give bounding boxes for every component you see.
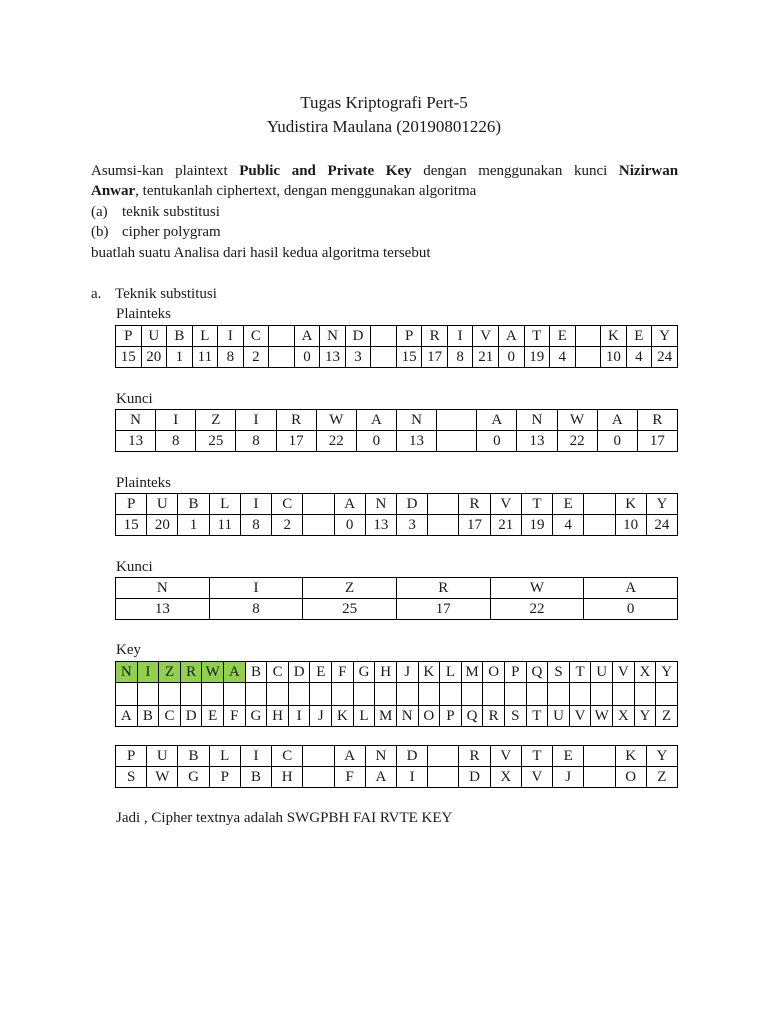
table-cell: 8 <box>209 599 303 620</box>
table-cell: X <box>634 662 656 683</box>
table-cell: W <box>557 410 597 431</box>
table-cell: R <box>459 494 490 515</box>
table-cell: R <box>396 578 490 599</box>
table-cell: 20 <box>141 347 167 368</box>
table-row <box>116 599 678 620</box>
table-cell: D <box>396 746 427 767</box>
table-cell: N <box>517 410 557 431</box>
table-cell <box>428 746 459 767</box>
table-cell: R <box>276 410 316 431</box>
table-cell <box>303 746 334 767</box>
table-cell <box>428 767 459 788</box>
table-cell: T <box>521 494 552 515</box>
table-cell <box>202 683 224 706</box>
table-cell <box>575 326 601 347</box>
table-cell: D <box>459 767 490 788</box>
table-cell: O <box>418 706 440 727</box>
table-cell <box>303 515 334 536</box>
intro-line-2-text: , tentukanlah ciphertext, dengan menggunakan algoritma <box>135 183 477 199</box>
table-cell: Z <box>159 662 181 683</box>
section-title: Teknik substitusi <box>115 286 217 302</box>
key-substitution-table <box>115 661 678 727</box>
table-cell: Y <box>656 662 678 683</box>
table-cell <box>137 683 159 706</box>
table-cell: E <box>550 326 576 347</box>
table-cell: W <box>591 706 613 727</box>
table-cell <box>461 683 483 706</box>
table-cell: 20 <box>147 515 178 536</box>
table-cell: P <box>504 662 526 683</box>
table-cell <box>396 683 418 706</box>
label-key: Key <box>116 642 141 658</box>
table-cell <box>548 683 570 706</box>
intro-key-name: Anwar <box>91 183 136 199</box>
table-cell: W <box>490 578 584 599</box>
table-cell: U <box>147 494 178 515</box>
table-cell: I <box>240 494 271 515</box>
table-cell: I <box>396 767 427 788</box>
table-cell <box>584 515 615 536</box>
table-cell: 17 <box>422 347 448 368</box>
table-cell: 10 <box>615 515 646 536</box>
table-row <box>116 431 678 452</box>
table-cell: C <box>272 746 303 767</box>
table-cell: J <box>396 662 418 683</box>
table-cell: 17 <box>637 431 677 452</box>
table-cell: 10 <box>601 347 627 368</box>
table-cell: C <box>159 706 181 727</box>
table-cell: P <box>116 746 147 767</box>
table-cell: H <box>375 662 397 683</box>
table-cell: F <box>334 767 365 788</box>
table-row <box>116 410 678 431</box>
plaintext-table-1 <box>115 325 678 368</box>
table-cell: N <box>320 326 346 347</box>
table-cell: Y <box>652 326 678 347</box>
table-cell: K <box>332 706 354 727</box>
table-cell: A <box>116 706 138 727</box>
table-cell: 13 <box>396 431 436 452</box>
table-cell: 21 <box>490 515 521 536</box>
table-cell <box>353 683 375 706</box>
table-cell: 4 <box>626 347 652 368</box>
table-cell: N <box>396 706 418 727</box>
table-cell: 0 <box>356 431 396 452</box>
intro-word: Private <box>327 163 375 179</box>
table-cell <box>418 683 440 706</box>
intro-item-a <box>91 202 678 222</box>
table-cell: J <box>310 706 332 727</box>
table-cell: B <box>137 706 159 727</box>
table-cell: 25 <box>196 431 236 452</box>
table-cell: 8 <box>240 515 271 536</box>
table-cell <box>303 767 334 788</box>
table-cell: E <box>553 746 584 767</box>
table-row <box>116 746 678 767</box>
table-cell: N <box>396 410 436 431</box>
table-cell: 25 <box>303 599 397 620</box>
table-cell: A <box>477 410 517 431</box>
intro-closing: buatlah suatu Analisa dari hasil kedua algoritma tersebut <box>91 245 431 261</box>
table-cell: N <box>365 746 396 767</box>
item-text: cipher polygram <box>122 224 221 240</box>
plaintext-table-2 <box>115 493 678 536</box>
table-cell: F <box>224 706 246 727</box>
table-cell: U <box>591 662 613 683</box>
table-cell: G <box>353 662 375 683</box>
table-cell: 13 <box>365 515 396 536</box>
table-cell: N <box>116 578 210 599</box>
intro-line-1 <box>91 161 678 181</box>
table-cell: 24 <box>652 347 678 368</box>
table-cell: 15 <box>116 347 142 368</box>
table-cell: L <box>440 662 462 683</box>
intro-word: dengan <box>423 163 467 179</box>
table-cell: 8 <box>218 347 244 368</box>
table-cell <box>245 683 267 706</box>
table-cell: A <box>597 410 637 431</box>
table-cell: R <box>637 410 677 431</box>
table-cell: I <box>218 326 244 347</box>
table-cell: Z <box>303 578 397 599</box>
table-cell: U <box>141 326 167 347</box>
table-cell: G <box>245 706 267 727</box>
table-cell: W <box>147 767 178 788</box>
table-cell: V <box>569 706 591 727</box>
table-cell <box>269 326 295 347</box>
table-cell: O <box>615 767 646 788</box>
intro-word: Key <box>385 163 412 179</box>
table-cell: V <box>521 767 552 788</box>
table-cell: 19 <box>521 515 552 536</box>
conclusion-text: Jadi , Cipher textnya adalah SWGPBH FAI RVTE KEY <box>116 810 453 826</box>
table-cell: B <box>240 767 271 788</box>
table-cell: 24 <box>646 515 677 536</box>
table-cell: P <box>209 767 240 788</box>
table-cell: F <box>332 662 354 683</box>
table-cell: Q <box>526 662 548 683</box>
table-cell: 4 <box>550 347 576 368</box>
table-cell: 17 <box>459 515 490 536</box>
table-cell: 1 <box>167 347 193 368</box>
table-cell: P <box>440 706 462 727</box>
table-cell <box>310 683 332 706</box>
table-cell: N <box>116 410 156 431</box>
table-cell: 2 <box>243 347 269 368</box>
table-cell: H <box>272 767 303 788</box>
table-row <box>116 767 678 788</box>
table-cell: A <box>498 326 524 347</box>
table-cell <box>437 410 477 431</box>
intro-word: Nizirwan <box>618 163 679 179</box>
intro-line-2 <box>91 181 678 201</box>
table-cell: 19 <box>524 347 550 368</box>
intro-word: menggunakan <box>478 163 563 179</box>
table-cell: I <box>137 662 159 683</box>
table-cell: N <box>365 494 396 515</box>
table-cell: 8 <box>156 431 196 452</box>
table-cell: V <box>473 326 499 347</box>
table-cell: T <box>569 662 591 683</box>
table-cell: E <box>310 662 332 683</box>
table-cell <box>483 683 505 706</box>
table-cell: W <box>316 410 356 431</box>
table-cell: A <box>294 326 320 347</box>
table-cell: 4 <box>553 515 584 536</box>
key-table-2 <box>115 577 678 620</box>
table-cell: B <box>178 746 209 767</box>
table-cell: B <box>178 494 209 515</box>
table-cell: B <box>245 662 267 683</box>
table-cell: H <box>267 706 289 727</box>
table-cell <box>440 683 462 706</box>
table-cell <box>428 494 459 515</box>
section-a-heading <box>91 284 217 304</box>
table-row <box>116 515 678 536</box>
table-cell: K <box>418 662 440 683</box>
table-row <box>116 662 678 683</box>
table-cell: G <box>178 767 209 788</box>
table-row <box>116 494 678 515</box>
table-cell <box>584 494 615 515</box>
table-cell: I <box>447 326 473 347</box>
table-cell: 22 <box>557 431 597 452</box>
table-cell: 17 <box>396 599 490 620</box>
table-cell <box>584 746 615 767</box>
table-cell: 8 <box>236 431 276 452</box>
table-cell: 3 <box>345 347 371 368</box>
table-cell: P <box>116 326 142 347</box>
table-cell <box>613 683 635 706</box>
table-cell: E <box>626 326 652 347</box>
intro-item-b <box>91 222 678 242</box>
table-cell: W <box>202 662 224 683</box>
table-cell: O <box>483 662 505 683</box>
table-cell: V <box>490 746 521 767</box>
table-row <box>116 326 678 347</box>
table-cell: M <box>375 706 397 727</box>
table-cell: D <box>288 662 310 683</box>
table-cell: 0 <box>498 347 524 368</box>
table-cell: A <box>365 767 396 788</box>
intro-word: Public <box>239 163 281 179</box>
label-kunci-1: Kunci <box>116 391 153 407</box>
intro-word: plaintext <box>175 163 228 179</box>
table-cell <box>575 347 601 368</box>
table-cell: D <box>180 706 202 727</box>
table-cell <box>267 683 289 706</box>
table-cell: B <box>167 326 193 347</box>
table-cell: C <box>272 494 303 515</box>
table-cell: Z <box>646 767 677 788</box>
table-cell: S <box>116 767 147 788</box>
table-row <box>116 578 678 599</box>
table-cell <box>269 347 295 368</box>
table-cell <box>375 683 397 706</box>
table-cell <box>634 683 656 706</box>
table-cell: 22 <box>490 599 584 620</box>
table-cell <box>437 431 477 452</box>
table-cell: 13 <box>517 431 557 452</box>
table-cell: 0 <box>334 515 365 536</box>
label-kunci-2: Kunci <box>116 559 153 575</box>
item-marker: (a) <box>91 204 108 220</box>
item-text: teknik substitusi <box>122 204 220 220</box>
cipher-result-table <box>115 745 678 788</box>
table-cell: T <box>524 326 550 347</box>
intro-word: and <box>291 163 316 179</box>
table-cell: E <box>202 706 224 727</box>
table-cell: 0 <box>597 431 637 452</box>
table-cell: 3 <box>396 515 427 536</box>
table-cell <box>159 683 181 706</box>
table-cell: L <box>353 706 375 727</box>
table-cell: V <box>490 494 521 515</box>
table-cell: Y <box>634 706 656 727</box>
table-cell: R <box>422 326 448 347</box>
table-cell: A <box>584 578 678 599</box>
table-cell <box>428 515 459 536</box>
item-marker: (b) <box>91 224 109 240</box>
table-cell: Z <box>656 706 678 727</box>
table-cell: 17 <box>276 431 316 452</box>
table-cell: K <box>615 746 646 767</box>
table-cell <box>656 683 678 706</box>
table-cell: Y <box>646 494 677 515</box>
table-cell: 15 <box>396 347 422 368</box>
table-cell: X <box>613 706 635 727</box>
table-cell <box>371 326 397 347</box>
table-cell: Q <box>461 706 483 727</box>
table-cell: P <box>116 494 147 515</box>
label-plainteks-2: Plainteks <box>116 475 171 491</box>
table-cell: L <box>209 746 240 767</box>
table-cell <box>526 683 548 706</box>
table-cell: S <box>548 662 570 683</box>
table-cell <box>371 347 397 368</box>
table-cell: L <box>192 326 218 347</box>
table-cell <box>224 683 246 706</box>
table-cell: L <box>209 494 240 515</box>
table-cell: R <box>459 746 490 767</box>
table-cell: I <box>236 410 276 431</box>
table-cell: X <box>490 767 521 788</box>
table-cell <box>584 767 615 788</box>
table-cell <box>332 683 354 706</box>
table-cell <box>303 494 334 515</box>
table-row <box>116 347 678 368</box>
section-marker: a. <box>91 286 102 302</box>
table-cell <box>591 683 613 706</box>
table-cell: A <box>334 494 365 515</box>
table-cell: U <box>147 746 178 767</box>
table-cell: T <box>526 706 548 727</box>
table-cell: 22 <box>316 431 356 452</box>
table-cell <box>569 683 591 706</box>
table-cell: I <box>209 578 303 599</box>
table-cell: N <box>116 662 138 683</box>
key-table-1 <box>115 409 678 452</box>
table-cell: V <box>613 662 635 683</box>
table-cell: R <box>180 662 202 683</box>
table-cell: 15 <box>116 515 147 536</box>
table-cell: 13 <box>116 431 156 452</box>
table-cell <box>180 683 202 706</box>
table-cell: 0 <box>294 347 320 368</box>
table-cell: A <box>334 746 365 767</box>
table-cell: J <box>553 767 584 788</box>
table-cell: R <box>483 706 505 727</box>
table-cell: 13 <box>116 599 210 620</box>
table-cell: U <box>548 706 570 727</box>
table-cell: P <box>396 326 422 347</box>
table-cell: T <box>521 746 552 767</box>
table-cell: 0 <box>584 599 678 620</box>
table-cell: Z <box>196 410 236 431</box>
table-cell: 11 <box>192 347 218 368</box>
intro-word: Asumsi-kan <box>91 163 164 179</box>
table-cell: D <box>396 494 427 515</box>
table-cell: I <box>156 410 196 431</box>
table-cell: 2 <box>272 515 303 536</box>
table-cell: 11 <box>209 515 240 536</box>
table-cell: 21 <box>473 347 499 368</box>
table-cell: M <box>461 662 483 683</box>
table-cell: 8 <box>447 347 473 368</box>
label-plainteks-1: Plainteks <box>116 306 171 322</box>
table-cell: C <box>243 326 269 347</box>
table-row <box>116 683 678 706</box>
table-cell <box>116 683 138 706</box>
table-cell: E <box>553 494 584 515</box>
table-cell: I <box>288 706 310 727</box>
table-cell: A <box>356 410 396 431</box>
table-cell: A <box>224 662 246 683</box>
table-cell: Y <box>646 746 677 767</box>
document-title: Tugas Kriptografi Pert-5 <box>300 93 468 112</box>
table-cell: K <box>601 326 627 347</box>
table-cell: S <box>504 706 526 727</box>
table-cell: 13 <box>320 347 346 368</box>
table-cell: I <box>240 746 271 767</box>
table-cell: 0 <box>477 431 517 452</box>
table-cell <box>504 683 526 706</box>
table-cell: C <box>267 662 289 683</box>
table-cell: 1 <box>178 515 209 536</box>
table-row <box>116 706 678 727</box>
table-cell: K <box>615 494 646 515</box>
intro-word: kunci <box>573 163 608 179</box>
document-author: Yudistira Maulana (20190801226) <box>266 117 502 136</box>
table-cell: D <box>345 326 371 347</box>
table-cell <box>288 683 310 706</box>
